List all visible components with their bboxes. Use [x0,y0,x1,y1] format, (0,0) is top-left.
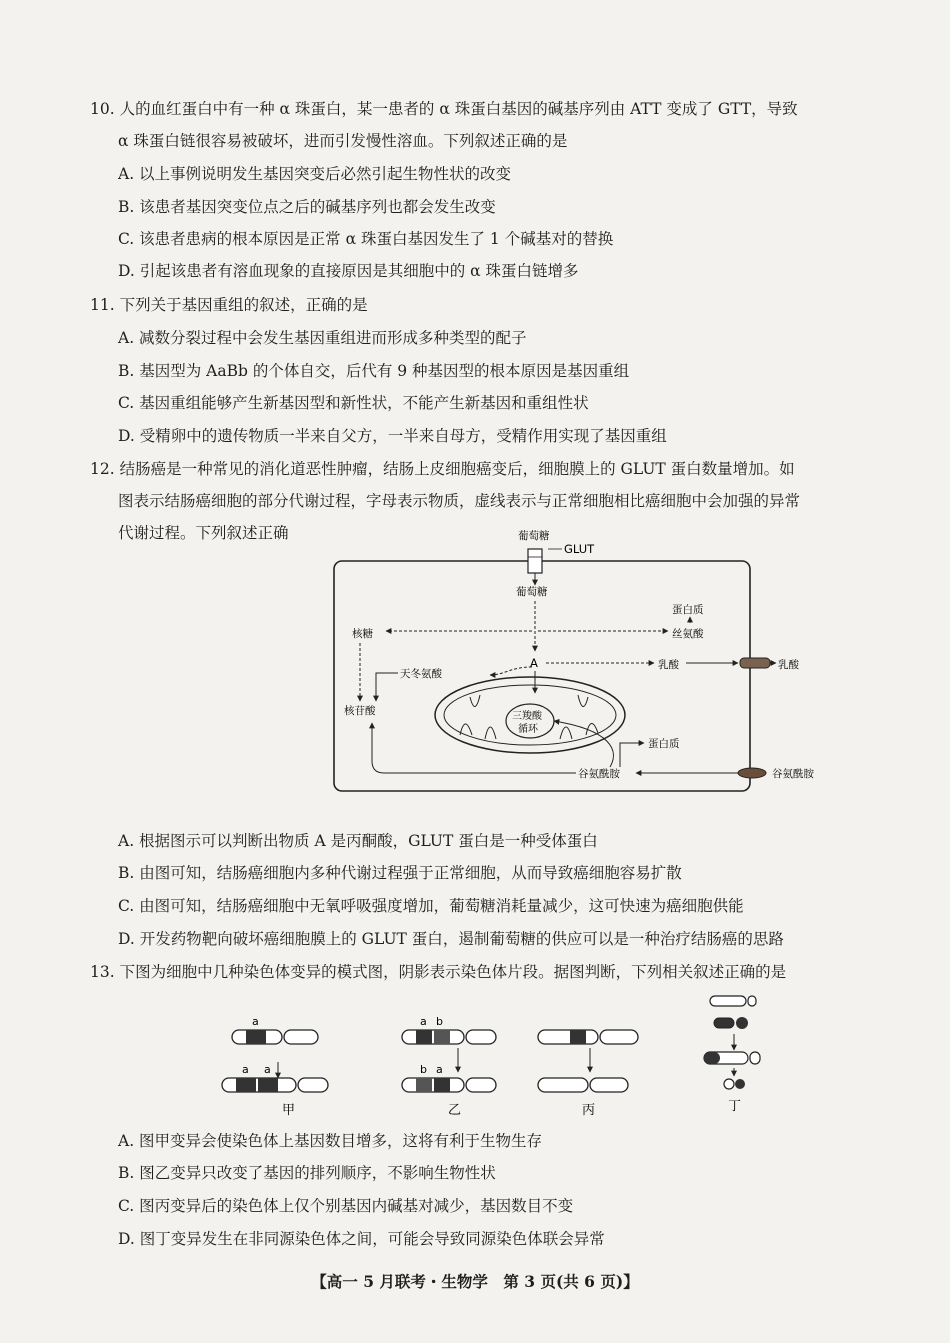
q13-option-d: D. 图丁变异发生在非同源染色体之间，可能会导致同源染色体联会异常 [118,1230,605,1248]
lactate-outside-label: 乳酸 [778,659,799,671]
q11-option-b: B. 基因型为 AaBb 的个体自交，后代有 9 种基因型的根本原因是基因重组 [118,362,630,380]
q12-stem-line1: 12. 结肠癌是一种常见的消化道恶性肿瘤，结肠上皮细胞癌变后，细胞膜上的 GLUT 蛋白数量增加。如 [90,460,795,478]
chromosome-jia [222,1030,328,1092]
jia-gene-a2: a [264,1063,271,1076]
yi-gene-bottom-a: a [436,1063,443,1076]
q12-option-a: A. 根据图示可以判断出物质 A 是丙酮酸，GLUT 蛋白是一种受体蛋白 [118,832,598,850]
glucose-inside-label: 葡萄糖 [516,586,548,598]
q11-option-d: D. 受精卵中的遗传物质一半来自父方，一半来自母方，受精作用实现了基因重组 [118,427,667,445]
q10-option-c: C. 该患者患病的根本原因是正常 α 珠蛋白基因发生了 1 个碱基对的替换 [118,230,614,248]
q12-option-d: D. 开发药物靶向破坏癌细胞膜上的 GLUT 蛋白，遏制葡萄糖的供应可以是一种治疗结肠癌的思路 [118,930,784,948]
ribose-label: 核糖 [352,628,373,640]
q13-option-c: C. 图丙变异后的染色体上仅个别基因内碱基对减少，基因数目不变 [118,1197,574,1215]
nucleotide-label: 核苷酸 [344,705,376,717]
q12-option-b: B. 由图可知，结肠癌细胞内多种代谢过程强于正常细胞，从而导致癌细胞容易扩散 [118,864,682,882]
page-footer: 【高一 5 月联考・生物学 第 3 页(共 6 页)】 [311,1272,639,1291]
q13-stem: 13. 下图为细胞中几种染色体变异的模式图，阴影表示染色体片段。据图判断，下列相关叙述正确的是 [90,963,787,981]
q13-option-b: B. 图乙变异只改变了基因的排列顺序，不影响生物性状 [118,1164,496,1182]
chromosome-figure [220,992,780,1117]
serine-label: 丝氨酸 [672,628,704,640]
tca-label-line2: 循环 [518,724,538,735]
glucose-outside-label: 葡萄糖 [518,530,550,542]
q11-stem: 11. 下列关于基因重组的叙述，正确的是 [90,296,368,314]
lactate-inside-label: 乳酸 [658,659,679,671]
glutamine-outside-label: 谷氨酰胺 [772,768,814,780]
q12-stem-line2: 图表示结肠癌细胞的部分代谢过程，字母表示物质，虚线表示与正常细胞相比癌细胞中会加强的异常 [118,492,801,510]
glut-transporter [528,549,542,573]
chromosome-yi [402,1030,496,1092]
q12-stem-line3: 代谢过程。下列叙述正确 [118,524,289,542]
jia-gene-a1: a [242,1063,249,1076]
q12-option-c: C. 由图可知，结肠癌细胞中无氧呼吸强度增加，葡萄糖消耗量减少，这可快速为癌细胞供能 [118,897,744,915]
protein-top-label: 蛋白质 [672,604,704,616]
q10-stem-line2: α 珠蛋白链很容易被破坏，进而引发慢性溶血。下列叙述正确的是 [118,132,568,150]
yi-gene-top-b: b [436,1015,443,1028]
aspartate-label: 天冬氨酸 [400,668,442,680]
label-bing: 丙 [582,1103,596,1117]
jia-gene-a-top: a [252,1015,259,1028]
q11-option-a: A. 减数分裂过程中会发生基因重组进而形成多种类型的配子 [118,329,527,347]
glutamine-inside-label: 谷氨酰胺 [578,768,620,780]
tca-label-line1: 三羧酸 [512,711,542,722]
label-yi: 乙 [448,1103,462,1117]
q10-option-b: B. 该患者基因突变位点之后的碱基序列也都会发生改变 [118,198,496,216]
q13-option-a: A. 图甲变异会使染色体上基因数目增多，这将有利于生物生存 [118,1132,543,1150]
yi-gene-bottom-b: b [420,1063,427,1076]
q10-stem-line1: 10. 人的血红蛋白中有一种 α 珠蛋白，某一患者的 α 珠蛋白基因的碱基序列由 ATT 变成了 GTT，导致 [90,100,798,118]
chromosome-bing [538,1030,638,1092]
yi-gene-top-a: a [420,1015,427,1028]
label-ding: 丁 [728,1099,742,1114]
label-jia: 甲 [282,1103,296,1117]
chromosome-ding [704,996,760,1089]
substance-a-label: A [530,656,538,670]
metabolism-diagram [320,525,840,800]
glut-label: GLUT [564,542,595,556]
protein-bottom-label: 蛋白质 [648,738,680,750]
glutamine-transporter [738,768,766,778]
lactate-transporter [740,658,770,668]
q10-option-d: D. 引起该患者有溶血现象的直接原因是其细胞中的 α 珠蛋白链增多 [118,262,579,280]
q11-option-c: C. 基因重组能够产生新基因型和新性状，不能产生新基因和重组性状 [118,394,589,412]
q10-option-a: A. 以上事例说明发生基因突变后必然引起生物性状的改变 [118,165,512,183]
